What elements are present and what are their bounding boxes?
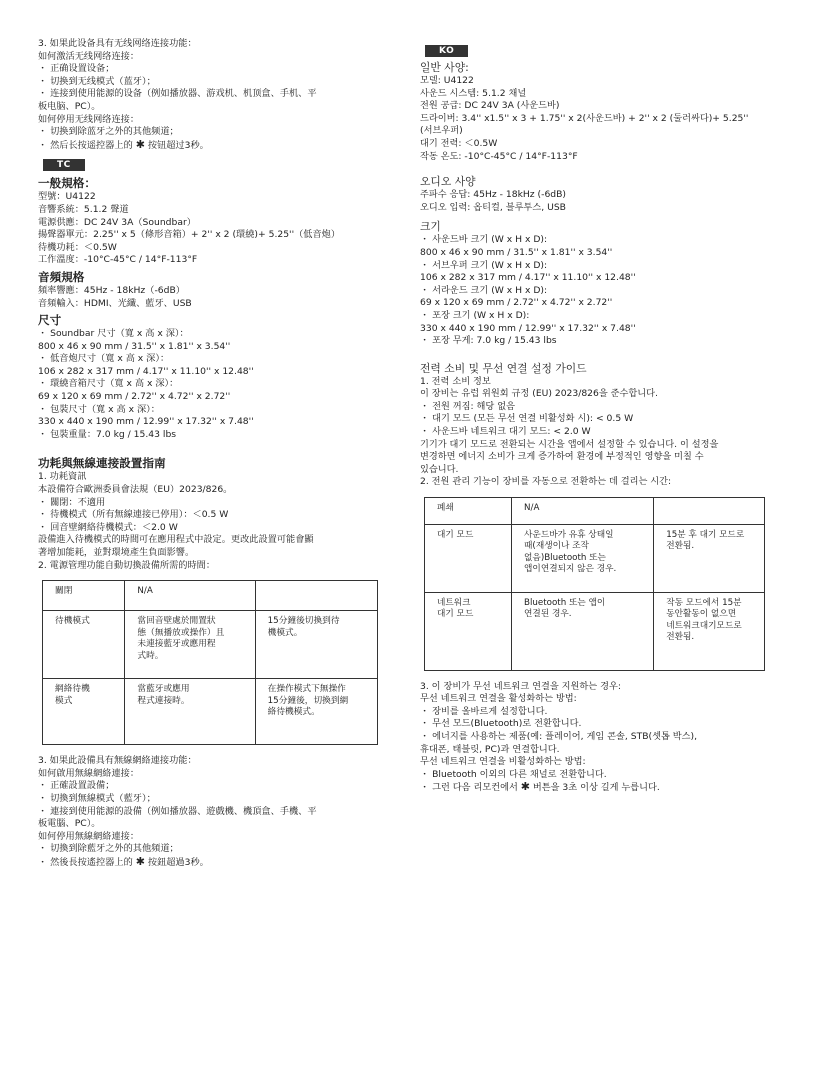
text-line: 작동 온도: -10°C-45°C / 14°F-113°F: [420, 150, 578, 162]
tc-power-table: [42, 580, 378, 745]
text-line: 音響系統：5.1.2 聲道: [38, 203, 129, 215]
ko-language-badge: KO: [425, 45, 468, 57]
text-line: ・ 環繞音箱尺寸（寬 x 高 x 深）：: [38, 378, 179, 390]
tc-power-title: 功耗與無線連接設置指南: [38, 456, 166, 471]
text-line: 音頻輸入：HDMI、光纖、藍牙、USB: [38, 297, 192, 309]
text-line: ・ 장비를 올바르게 설정합니다.: [420, 705, 548, 717]
ko-wireless-section: [420, 681, 765, 782]
text-line: 如何激活无线网络连接：: [38, 50, 140, 62]
ko-power-info: [420, 376, 765, 489]
text-line: 무선 네트워크 연결을 활성화하는 방법:: [420, 693, 577, 705]
text-line: 휴대폰, 태블릿, PC)과 연결합니다.: [420, 743, 560, 755]
ko-audio-specs: [420, 189, 765, 214]
text-line: 주파수 응답: 45Hz - 18kHz (-6dB): [420, 189, 567, 201]
text-line: ・ 回音壁網絡待機模式：＜2.0 W: [38, 521, 178, 533]
text-line: ・ 전원 꺼짐: 해당 없음: [420, 400, 515, 412]
text-line: ・ 包裝尺寸（寬 x 高 x 深）：: [38, 403, 160, 415]
text-line: ・ 正確設置設備；: [38, 780, 115, 792]
table-row: [425, 592, 765, 670]
tc-audio-specs: [38, 285, 378, 310]
text-line: ・ 무선 모드(Bluetooth)로 전환합니다.: [420, 718, 582, 730]
table-cell: 當回音壁處於閒置狀 態（無播放或操作）且 未連接藍牙或應用程 式時。: [125, 611, 255, 679]
table-cell: 대기 모드: [425, 524, 512, 592]
text-line: ・ 서브우퍼 크기 (W x H x D):: [420, 259, 548, 271]
text-line: 이 장비는 유럽 위원회 규정 (EU) 2023/826을 준수합니다.: [420, 388, 658, 400]
tc-long-press-line: [38, 856, 378, 870]
text-line: ・ 切换到无线模式（蓝牙）；: [38, 75, 156, 87]
text-line: ・ Soundbar 尺寸（寬 x 高 x 深）：: [38, 328, 189, 340]
table-row: [425, 524, 765, 592]
table-cell: 在操作模式下無操作 15分鐘後，切換到網 絡待機模式。: [255, 679, 377, 745]
text-line: 전원 공급: DC 24V 3A (사운드바): [420, 100, 560, 112]
ko-size-specs: [420, 234, 765, 347]
table-cell: [654, 498, 765, 525]
text-line: 待機功耗：＜0.5W: [38, 241, 117, 253]
text-line: 변경하면 에너지 소비가 크게 증가하여 환경에 부정적인 영향을 미칠 수: [420, 451, 704, 463]
sc-long-press-line: [38, 139, 378, 153]
text-line: 106 x 282 x 317 mm / 4.17'' x 11.10'' x 12.48'': [420, 272, 636, 284]
text-line: 頻率響應：45Hz - 18kHz（-6dB）: [38, 284, 185, 296]
text-line: 揚聲器單元：2.25'' x 5（條形音箱）+ 2'' x 2 (環繞)+ 5.25''（低音炮）: [38, 229, 341, 241]
text-line: 오디오 입력: 옵티컬, 블루투스, USB: [420, 201, 566, 213]
text-line: 1. 功耗資訊: [38, 471, 87, 483]
ko-general-specs: [420, 75, 765, 163]
text-line: ・ 대기 모드 (모든 무선 연결 비활성화 시): < 0.5 W: [420, 413, 634, 425]
table-cell: 작동 모드에서 15분 동안활동이 없으면 네트워크대기모드로 전환됨.: [654, 592, 765, 670]
table-row: [43, 679, 378, 745]
ko-power-title: 전력 소비 및 무선 연결 설정 가이드: [420, 361, 587, 375]
ko-long-press-pre: ・ 그런 다음 리모컨에서: [420, 782, 518, 794]
ko-power-table: [424, 497, 765, 671]
table-cell: 當藍牙或應用 程式連接時。: [125, 679, 255, 745]
tc-general-title: 一般規格：: [38, 176, 96, 191]
text-line: 本設備符合歐洲委員會法規（EU）2023/826。: [38, 484, 233, 496]
text-line: ・ 포장 크기 (W x H x D):: [420, 309, 530, 321]
right-column: [420, 38, 765, 795]
text-line: 69 x 120 x 69 mm / 2.72'' x 4.72'' x 2.72'': [38, 391, 231, 403]
text-line: 기기가 대기 모드로 전환되는 시간을 앱에서 설정할 수 있습니다. 이 설정을: [420, 438, 719, 450]
text-line: 106 x 282 x 317 mm / 4.17'' x 11.10'' x 12.48'': [38, 365, 254, 377]
text-line: 電源供應：DC 24V 3A（Soundbar）: [38, 216, 196, 228]
text-line: 2. 전원 관리 기능이 장비를 자동으로 전환하는 데 걸리는 시간:: [420, 476, 672, 488]
table-cell: 15분 후 대기 모드로 전환됨.: [654, 524, 765, 592]
text-line: 如何停用無線網絡連接：: [38, 830, 140, 842]
text-line: 있습니다.: [420, 463, 459, 475]
table-cell: 關閉: [43, 581, 125, 611]
text-line: 3. 如果此设备具有无线网络连接功能：: [38, 38, 197, 49]
ko-audio-title: 오디오 사양: [420, 175, 476, 189]
text-line: ・ 低音炮尺寸（寬 x 高 x 深）：: [38, 353, 170, 365]
text-line: 330 x 440 x 190 mm / 12.99'' x 17.32'' x 7.48'': [38, 416, 254, 428]
ko-size-title: 크기: [420, 220, 441, 234]
ko-long-press-post: 버튼을 3초 이상 길게 누릅니다.: [532, 782, 660, 794]
text-line: ・ 사운드바 크기 (W x H x D):: [420, 234, 548, 246]
bluetooth-icon: ✱: [135, 854, 145, 868]
text-line: 如何啟用無線網絡連接：: [38, 767, 140, 779]
table-cell: N/A: [125, 581, 255, 611]
tc-size-specs: [38, 328, 378, 441]
text-line: ・ 切換到無線模式（藍牙）；: [38, 792, 156, 804]
text-line: 사운드 시스템: 5.1.2 채널: [420, 87, 527, 99]
text-line: 330 x 440 x 190 mm / 12.99'' x 17.32'' x 7.48'': [420, 322, 636, 334]
ko-long-press-line: [420, 781, 765, 795]
bluetooth-icon: ✱: [135, 137, 145, 151]
text-line: 1. 전력 소비 정보: [420, 375, 491, 387]
table-cell: N/A: [512, 498, 654, 525]
text-line: ・ 關閉：不適用: [38, 496, 106, 508]
text-line: ・ 連接到使用能源的設備（例如播放器、遊戲機、機頂盒、手機、平: [38, 805, 317, 817]
table-cell: 網絡待機 模式: [43, 679, 125, 745]
table-cell: 폐쇄: [425, 498, 512, 525]
text-line: 如何停用无线网络连接：: [38, 113, 140, 125]
text-line: ・ 切换到除蓝牙之外的其他频道；: [38, 126, 179, 138]
ko-general-title: 일반 사양:: [420, 61, 469, 74]
tc-language-badge: TC: [43, 159, 85, 171]
table-cell: 待機模式: [43, 611, 125, 679]
text-line: ・ 포장 무게: 7.0 kg / 15.43 lbs: [420, 335, 557, 347]
text-line: 2. 電源管理功能自動切換設備所需的時間：: [38, 559, 216, 571]
table-row: [425, 498, 765, 525]
text-line: 무선 네트워크 연결을 비활성화하는 방법:: [420, 756, 586, 768]
text-line: (서브우퍼): [420, 125, 463, 137]
text-line: ・ 连接到使用能源的设备（例如播放器、游戏机、机顶盒、手机、平: [38, 88, 317, 100]
text-line: 800 x 46 x 90 mm / 31.5'' x 1.81'' x 3.54'': [38, 340, 231, 352]
text-line: 板电脑、PC）。: [38, 100, 101, 112]
text-line: ・ 에너지를 사용하는 제품(예: 플레이어, 게임 콘솔, STB(셋톱 박스),: [420, 730, 698, 742]
text-line: 69 x 120 x 69 mm / 2.72'' x 4.72'' x 2.72'': [420, 297, 613, 309]
text-line: ・ 待機模式（所有無線連接已停用）：＜0.5 W: [38, 509, 229, 521]
text-line: 3. 如果此設備具有無線網絡連接功能：: [38, 755, 197, 767]
tc-size-title: 尺寸: [38, 313, 62, 328]
text-line: 모델: U4122: [420, 75, 474, 86]
text-line: 型號：U4122: [38, 191, 96, 203]
table-cell: 15分鐘後切換到待 機模式。: [255, 611, 377, 679]
text-line: ・ 서라운드 크기 (W x H x D):: [420, 284, 548, 296]
text-line: 工作溫度：-10°C-45°C / 14°F-113°F: [38, 254, 198, 266]
table-row: [43, 611, 378, 679]
sc-long-press-pre: ・ 然后长按遥控器上的: [38, 139, 133, 151]
sc-wireless-section: [38, 38, 378, 139]
left-column: [38, 38, 378, 870]
text-line: ・ Bluetooth 이외의 다른 채널로 전환합니다.: [420, 768, 607, 780]
text-line: 著增加能耗，並對環境產生負面影響。: [38, 547, 195, 558]
table-cell: [255, 581, 377, 611]
table-row: [43, 581, 378, 611]
text-line: 3. 이 장비가 무선 네트워크 연결을 지원하는 경우:: [420, 680, 621, 692]
text-line: ・ 正确设置设备；: [38, 63, 115, 75]
text-line: ・ 切換到除藍牙之外的其他頻道；: [38, 843, 179, 855]
tc-general-specs: [38, 191, 378, 267]
tc-audio-title: 音頻規格: [38, 269, 85, 284]
text-line: 設備進入待機模式的時間可在應用程式中設定。更改此設置可能會顯: [38, 534, 314, 546]
tc-long-press-post: 按鈕超過3秒。: [147, 856, 209, 868]
tc-power-info: [38, 471, 378, 572]
sc-long-press-post: 按钮超过3秒。: [147, 139, 209, 151]
table-cell: Bluetooth 또는 앱이 연결된 경우.: [512, 592, 654, 670]
text-line: 대기 전력: ＜0.5W: [420, 137, 498, 149]
text-line: ・ 사운드바 네트워크 대기 모드: < 2.0 W: [420, 426, 591, 438]
text-line: 드라이버: 3.4'' x1.5'' x 3 + 1.75'' x 2(사운드바) + 2'' x 2 (둘러싸다)+ 5.25'': [420, 112, 749, 124]
table-cell: 네트워크 대기 모드: [425, 592, 512, 670]
bluetooth-icon: ✱: [520, 780, 530, 794]
text-line: 板電腦、PC）。: [38, 818, 101, 830]
text-line: 800 x 46 x 90 mm / 31.5'' x 1.81'' x 3.54'': [420, 246, 613, 258]
tc-long-press-pre: ・ 然後長按遙控器上的: [38, 856, 133, 868]
tc-wireless-section: [38, 755, 378, 856]
text-line: ・ 包裝重量：7.0 kg / 15.43 lbs: [38, 428, 177, 440]
table-cell: 사운드바가 유휴 상태일 때(재생이나 조작 없음)Bluetooth 또는 앱이연결되지 않은 경우.: [512, 524, 654, 592]
